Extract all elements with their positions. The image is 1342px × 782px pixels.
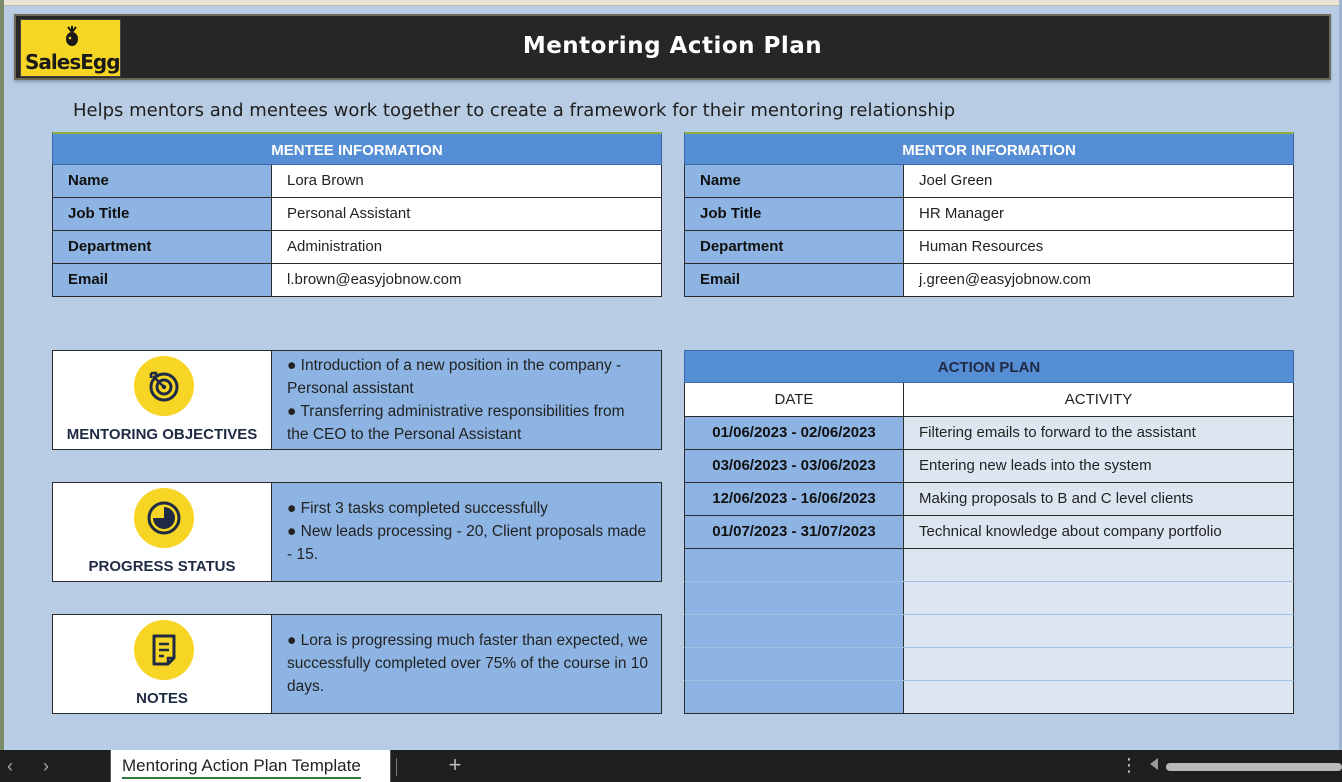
table-row [684, 516, 1294, 549]
empty-date-cell[interactable] [685, 615, 904, 647]
date-cell[interactable]: 01/06/2023 - 02/06/2023 [685, 417, 904, 449]
empty-activity-cell[interactable] [904, 549, 1293, 581]
table-row [52, 231, 662, 264]
table-row [684, 231, 1294, 264]
objectives-label-cell [53, 351, 272, 449]
objectives-line: ● Transferring administrative responsibilities from the CEO to the Personal Assistant [287, 403, 625, 443]
activity-cell[interactable]: Entering new leads into the system [904, 450, 1293, 482]
empty-activity-cell[interactable] [904, 648, 1293, 680]
add-sheet-button[interactable]: + [448, 752, 462, 777]
empty-table-row [684, 549, 1294, 582]
row-label: Department [685, 231, 904, 263]
empty-table-row [684, 615, 1294, 648]
activity-cell[interactable]: Making proposals to B and C level clients [904, 483, 1293, 515]
row-label: Email [685, 264, 904, 296]
empty-activity-cell[interactable] [904, 582, 1293, 614]
action-plan-column-headers [684, 383, 1294, 417]
pie-progress-icon [134, 488, 194, 548]
date-cell[interactable]: 03/06/2023 - 03/06/2023 [685, 450, 904, 482]
empty-date-cell[interactable] [685, 648, 904, 680]
action-plan-table [684, 350, 1294, 714]
previous-sheet-button[interactable]: ‹ [7, 756, 13, 776]
scroll-left-arrow-icon[interactable] [1150, 758, 1158, 770]
mentor-email-cell[interactable]: j.green@easyjobnow.com [904, 264, 1293, 296]
empty-activity-cell[interactable] [904, 681, 1293, 713]
table-row [52, 165, 662, 198]
mentoring-objectives-section [52, 350, 662, 450]
empty-date-cell[interactable] [685, 549, 904, 581]
notes-section [52, 614, 662, 714]
row-label: Job Title [53, 198, 272, 230]
horizontal-scrollbar[interactable] [1166, 763, 1342, 771]
tab-separator [396, 758, 397, 776]
page-subtitle: Helps mentors and mentees work together to create a framework for their mentoring relationship [73, 100, 956, 121]
mentee-job-title-cell[interactable]: Personal Assistant [272, 198, 661, 230]
notes-label-cell [53, 615, 272, 713]
mentor-heading: MENTOR INFORMATION [684, 132, 1294, 165]
table-row [684, 198, 1294, 231]
notes-text-cell[interactable] [272, 615, 661, 713]
progress-status-section [52, 482, 662, 582]
activity-cell[interactable]: Filtering emails to forward to the assistant [904, 417, 1293, 449]
row-header-strip [0, 0, 4, 750]
sheet-tab-bar [0, 750, 1342, 782]
table-row [684, 264, 1294, 297]
table-row [684, 417, 1294, 450]
activity-cell[interactable]: Technical knowledge about company portfolio [904, 516, 1293, 548]
progress-text-cell[interactable] [272, 483, 661, 581]
notes-label: NOTES [136, 690, 188, 707]
row-label: Email [53, 264, 272, 296]
target-icon [134, 356, 194, 416]
table-row [684, 165, 1294, 198]
objectives-text-cell[interactable] [272, 351, 661, 449]
action-plan-heading: ACTION PLAN [684, 350, 1294, 383]
next-sheet-button[interactable]: › [43, 756, 49, 776]
row-label: Department [53, 231, 272, 263]
mentor-department-cell[interactable]: Human Resources [904, 231, 1293, 263]
table-row [52, 264, 662, 297]
progress-line: ● New leads processing - 20, Client proposals made - 15. [287, 523, 647, 563]
logo-text: SalesEgg [25, 50, 120, 74]
row-label: Name [53, 165, 272, 197]
empty-activity-cell[interactable] [904, 615, 1293, 647]
date-cell[interactable]: 01/07/2023 - 31/07/2023 [685, 516, 904, 548]
sheet-tab-active[interactable] [110, 750, 391, 782]
mentee-email-cell[interactable]: l.brown@easyjobnow.com [272, 264, 661, 296]
progress-label-cell [53, 483, 272, 581]
column-header-strip [0, 0, 1342, 6]
empty-table-row [684, 648, 1294, 681]
notes-icon [134, 620, 194, 680]
more-options-icon[interactable]: ⋮ [1120, 755, 1138, 775]
empty-date-cell[interactable] [685, 582, 904, 614]
table-row [52, 198, 662, 231]
progress-label: PROGRESS STATUS [88, 558, 236, 575]
mentor-information-table [684, 132, 1294, 297]
date-cell[interactable]: 12/06/2023 - 16/06/2023 [685, 483, 904, 515]
table-row [684, 483, 1294, 516]
objectives-line: ● Introduction of a new position in the company - Personal assistant [287, 357, 622, 397]
objectives-label: MENTORING OBJECTIVES [66, 426, 258, 443]
table-row [684, 450, 1294, 483]
mentor-name-cell[interactable]: Joel Green [904, 165, 1293, 197]
empty-table-row [684, 582, 1294, 615]
empty-date-cell[interactable] [685, 681, 904, 713]
mentor-job-title-cell[interactable]: HR Manager [904, 198, 1293, 230]
page-title: Mentoring Action Plan [522, 33, 823, 59]
activity-column-header: ACTIVITY [1064, 391, 1133, 408]
mentee-department-cell[interactable]: Administration [272, 231, 661, 263]
empty-table-row [684, 681, 1294, 714]
date-column-header: DATE [685, 383, 904, 416]
row-label: Name [685, 165, 904, 197]
title-banner [14, 14, 1331, 80]
sheet-tab-label: Mentoring Action Plan Template [122, 756, 361, 779]
mentee-heading: MENTEE INFORMATION [52, 132, 662, 165]
row-label: Job Title [685, 198, 904, 230]
mentee-information-table [52, 132, 662, 297]
mentee-name-cell[interactable]: Lora Brown [272, 165, 661, 197]
progress-line: ● First 3 tasks completed successfully [287, 500, 548, 517]
notes-line: ● Lora is progressing much faster than expected, we successfully completed over 75% of the course in 10 days. [287, 632, 648, 695]
